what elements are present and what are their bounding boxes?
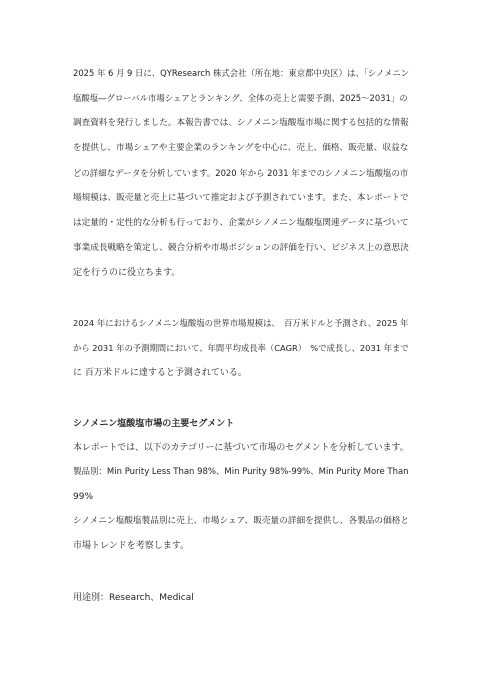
product-detail-line: 市場トレンドを考察します。 [73,541,190,551]
product-detail-line: シノメニン塩酸塩製品別に売上、市場シェア、販売量の詳細を提供し、各製品の価格と [73,516,410,526]
paragraph-line: は定量的・定性的な分析も行っており、企業がシノメニン塩酸塩関連データに基づいて [73,218,409,228]
paragraph-line: どの詳細なデータを分析しています。2020 年から 2031 年までのシノメニン塩酸塩の市 [73,168,409,178]
paragraph-line: を提供し、市場シェアや主要企業のランキングを中心に、売上、価格、販売量、収益な [73,143,409,153]
product-segment-line: 製品別：Min Purity Less Than 98%、Min Purity 98%-99%、Min Purity More Than [73,467,409,477]
paragraph-line: 場規模は、販売量と売上に基づいて推定および予測されています。また、本レポートで [73,193,409,203]
segments-intro: 本レポートでは、以下のカテゴリーに基づいて市場のセグメントを分析しています。 [73,443,409,453]
application-segment-line: 用途別：Research、Medical [73,593,194,603]
paragraph-line: 2024 年におけるシノメニン塩酸塩の世界市場規模は、 百万米ドルと予測され、2025 年 [73,318,409,328]
paragraph-line: に 百万米ドルに達すると予測されている。 [73,368,247,378]
paragraph-line: 事業成長戦略を策定し、競合分析や市場ポジションの評価を行い、ビジネス上の意思決 [73,243,409,253]
paragraph-line: 調査資料を発行しました。本報告書では、シノメニン塩酸塩市場に関する包括的な情報 [73,118,409,128]
product-segment-line: 99% [73,492,94,502]
paragraph-line: から 2031 年の予測期間において、年間平均成長率（CAGR） %で成長し、2031 年まで [73,343,409,353]
paragraph-line: 塩酸塩―グローバル市場シェアとランキング、全体の売上と需要予測、2025〜2031」の [73,93,408,103]
section-heading: シノメニン塩酸塩市場の主要セグメント [73,419,235,429]
paragraph-line: 2025 年 6 月 9 日に、QYResearch 株式会社（所在地：東京都中央区）は、「シノメニン [73,68,410,78]
paragraph-line: 定を行うのに役立ちます。 [73,268,181,278]
